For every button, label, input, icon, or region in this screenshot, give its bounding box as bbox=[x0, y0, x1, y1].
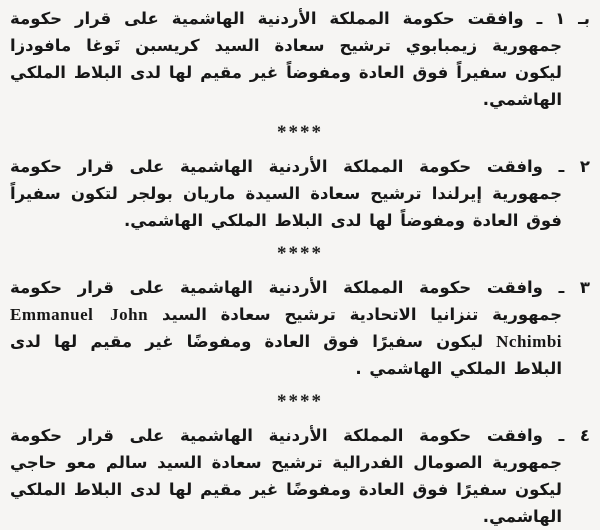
paragraph-4-text: وافقت حكومة المملكة الأردنية الهاشمية على قرار حكومة جمهورية الصومال الفدرالية ترشيح سعادة السيد سالم معو حاجي ليكون سفيرًا فوق العادة ومفوضًا غير مقيم لها لدى البلاط الملكي الهاشمي. bbox=[10, 426, 562, 526]
section-separator-3: **** bbox=[277, 391, 323, 412]
paragraph-3-number: ٣ ـ bbox=[558, 278, 590, 297]
decree-paragraph-4 bbox=[10, 422, 590, 530]
decree-paragraph-1 bbox=[10, 5, 590, 113]
decree-paragraph-3 bbox=[10, 274, 590, 382]
ambassador-latin-name: Emmanuel John Nchimbi bbox=[10, 305, 562, 351]
paragraph-1-number: بـ ١ ـ bbox=[536, 9, 590, 28]
paragraph-3-text-after: ليكون سفيرًا فوق العادة ومفوضًا غير مقيم لها لدى البلاط الملكي الهاشمي . bbox=[10, 332, 562, 378]
section-separator-2: **** bbox=[277, 243, 323, 264]
paragraph-2-number: ٢ ـ bbox=[558, 157, 590, 176]
paragraph-4-number: ٤ ـ bbox=[558, 426, 590, 445]
section-separator-1: **** bbox=[277, 122, 323, 143]
paragraph-3-text-before: وافقت حكومة المملكة الأردنية الهاشمية على قرار حكومة جمهورية تنزانيا الاتحادية ترشيح سعادة السيد bbox=[10, 278, 563, 324]
decree-paragraph-2 bbox=[10, 153, 590, 234]
paragraph-2-text: وافقت حكومة المملكة الأردنية الهاشمية على قرار حكومة جمهورية إيرلندا ترشيح سعادة السيدة ماريان بولجر لتكون سفيراً فوق العادة ومفوضاً لها لدى البلاط الملكي الهاشمي. bbox=[10, 157, 562, 230]
paragraph-1-text: وافقت حكومة المملكة الأردنية الهاشمية على قرار حكومة جمهورية زيمبابوي ترشيح سعادة السيد كريسبن تَوغا مافودزا ليكون سفيراً فوق العادة ومفوضاً غير مقيم لها لدى البلاط الملكي الهاشمي. bbox=[10, 9, 562, 109]
